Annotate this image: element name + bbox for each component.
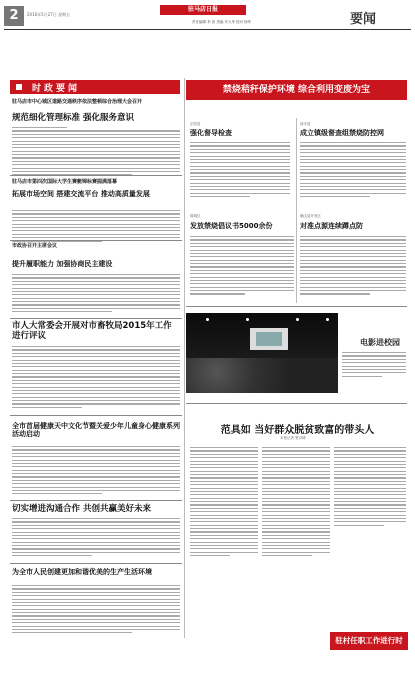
editor-line: 责任编辑 李 高 美编 安大华 校对 杨军 (192, 20, 252, 24)
article-title: 强化督导检查 (190, 129, 232, 137)
article-body (300, 236, 406, 297)
article-body (12, 585, 180, 636)
location-label: 西平县 (300, 122, 311, 126)
article-body (12, 210, 180, 244)
divider (10, 415, 182, 416)
article-title: 提升履职能力 加强协商民主建设 (12, 260, 113, 268)
audience (186, 358, 338, 393)
article-title: 切实增进沟通合作 共创共赢美好未来 (12, 504, 151, 514)
location-label: 驿城区 (190, 214, 201, 218)
location-label: 正阳县 (190, 122, 201, 126)
section-name: 要闻 (350, 12, 377, 27)
article-body (190, 142, 290, 199)
header-divider (4, 29, 411, 30)
page-header (0, 0, 415, 30)
page-number: 2 (4, 6, 24, 26)
article-title: 成立镇级督查组禁烧防控网 (300, 129, 384, 137)
article-body (190, 236, 294, 297)
divider (10, 500, 182, 501)
divider (186, 403, 407, 404)
article-body (334, 447, 406, 528)
section-banner-label: 时政要闻 (32, 84, 81, 94)
divider (186, 306, 407, 307)
photo-caption-title: 电影进校园 (360, 338, 400, 347)
article-title: 对准点源连续蹲点防 (300, 222, 363, 230)
article-title: 拓展市场空间 搭建交流平台 推动高质量发展 (12, 190, 150, 198)
divider (10, 175, 182, 176)
banner-square-icon (16, 84, 22, 90)
article-title: 市人大常委会开展对市畜牧局2015年工作进行评议 (12, 321, 172, 341)
outdoor-movie-photo (186, 313, 338, 393)
divider (10, 563, 182, 564)
article-body (12, 518, 180, 559)
article-body (300, 142, 406, 199)
article-title: 为全市人民创建更加和谐优美的生产生活环境 (12, 568, 152, 576)
article-body (190, 447, 258, 558)
article-kicker: 市政协召开主席会议 (12, 243, 58, 249)
column-separator (296, 118, 297, 303)
article-body (12, 127, 180, 178)
issue-date: 2016年5月27日 星期五 (27, 12, 71, 17)
newspaper-logo: 驻马店日报 (160, 5, 246, 15)
movie-screen (250, 328, 288, 350)
feature-headline: 范具如 当好群众脱贫致富的带头人 (220, 425, 375, 436)
article-title: 全市首届健康天中文化节暨关爱少年儿童身心健康系列活动启动 (12, 422, 180, 439)
article-title: 规范细化管理标准 强化服务意识 (12, 113, 134, 123)
article-kicker: 驻马店市第四次国际大学生赛艇锦标赛圆满落幕 (12, 179, 118, 185)
article-body (12, 274, 180, 315)
article-body (262, 447, 330, 558)
photo-caption (342, 352, 406, 379)
column-banner: 驻村任职工作进行时 (330, 632, 408, 650)
column-separator (184, 78, 185, 638)
divider (10, 318, 182, 319)
article-body (12, 446, 180, 497)
article-title: 发放禁烧倡议书5000余份 (190, 222, 273, 230)
article-kicker: 驻马店市中心城区道路交通秩序依法整顿综合治理大会召开 (12, 99, 143, 105)
article-body (12, 346, 180, 410)
feature-banner: 禁烧秸秆保护环境 综合利用变废为宝 (186, 80, 407, 100)
divider (10, 240, 182, 241)
location-label: 确山县开发区 (300, 214, 321, 218)
byline: 本报记者 鲁洪峰 (280, 436, 306, 440)
section-banner (10, 80, 180, 94)
